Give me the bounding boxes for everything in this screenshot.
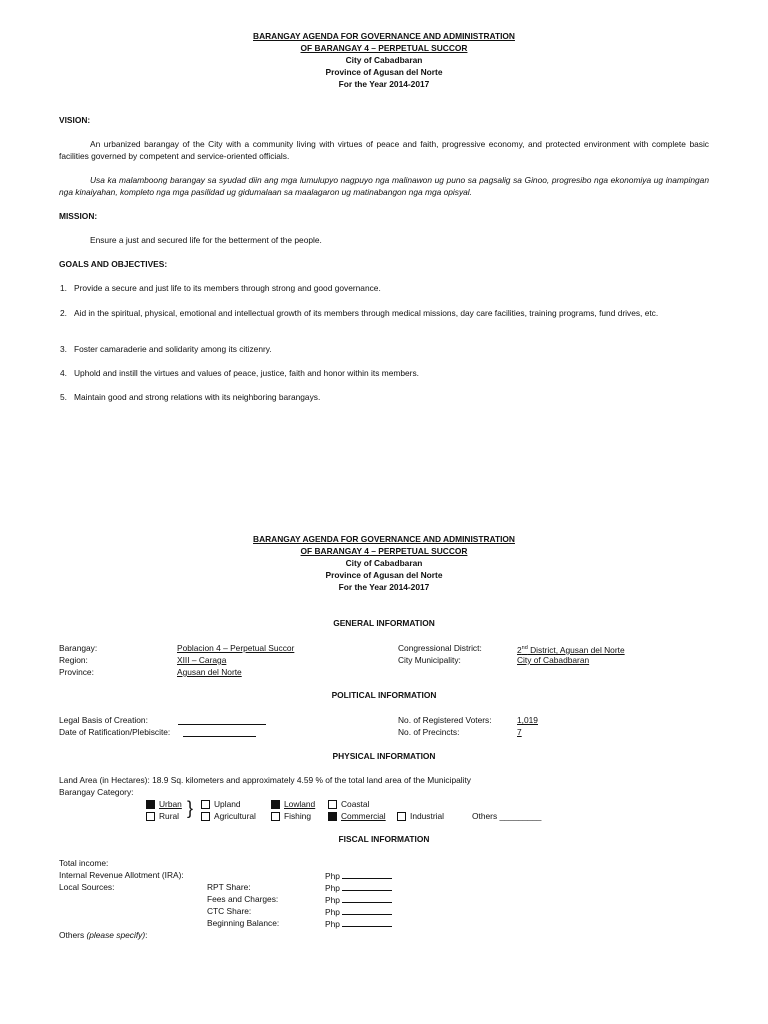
others-specify-suffix: : [145, 930, 148, 940]
category-fishing [271, 810, 311, 822]
goal-text: Maintain good and strong relations with its neighboring barangays. [74, 392, 321, 402]
district-name: District, Agusan del Norte [527, 644, 625, 655]
political-info-title: POLITICAL INFORMATION [331, 690, 437, 700]
php-label: Php [325, 919, 340, 929]
lowland-label: Lowland [284, 799, 316, 809]
header-title-line-2: OF BARANGAY 4 – PERPETUAL SUCCOR [300, 546, 468, 556]
category-industrial [397, 810, 444, 822]
goals-label: GOALS AND OBJECTIVES: [59, 259, 168, 269]
district-ordinal: nd [521, 645, 528, 651]
category-lowland [271, 798, 315, 810]
goal-number: 3. [60, 344, 67, 354]
category-urban [146, 798, 182, 810]
header-city: City of Cabadbaran [345, 55, 423, 65]
others-specify [59, 929, 147, 941]
goal-item [60, 391, 714, 403]
category-others [472, 810, 541, 822]
coastal-checkbox[interactable] [328, 800, 337, 809]
precincts-value: 7 [517, 727, 522, 737]
fishing-label: Fishing [284, 811, 311, 821]
urban-label: Urban [159, 799, 182, 809]
voters-label: No. of Registered Voters: [398, 715, 492, 725]
rpt-label: RPT Share: [207, 882, 251, 892]
vision-local: Usa ka malamboong barangay sa syudad diin ang mga lumulupyo nagpuyo nga malinawon ug puno sa pagsalig sa Ginoo, progresibo nga ekonomiya ug inampingan nga kinaiyahan, kompleto nga mga pasilidad ug gidumalaan sa maalagaron ug matinabangon nga mga opisyal. [59, 175, 709, 197]
province-value: Agusan del Norte [177, 667, 242, 677]
region-value: XIII – Caraga [177, 655, 227, 665]
legal-basis-label: Legal Basis of Creation: [59, 715, 148, 725]
legal-basis-blank [178, 715, 266, 725]
ratification-label: Date of Ratification/Plebiscite: [59, 727, 171, 737]
goal-item [60, 282, 714, 294]
commercial-checkbox[interactable] [328, 812, 337, 821]
goal-number: 1. [60, 283, 67, 293]
goal-item [60, 307, 710, 319]
amount-blank [342, 881, 392, 891]
rural-checkbox[interactable] [146, 812, 155, 821]
fees-label: Fees and Charges: [207, 894, 279, 904]
goal-text: Provide a secure and just life to its members through strong and good governance. [74, 283, 381, 293]
mission-text: Ensure a just and secured life for the betterment of the people. [90, 235, 322, 245]
brace-icon: } [187, 798, 194, 818]
document-header [0, 533, 768, 593]
voters-value: 1,019 [517, 715, 538, 725]
region-label: Region: [59, 655, 88, 665]
goal-item [60, 367, 714, 379]
industrial-label: Industrial [410, 811, 444, 821]
fiscal-info-title: FISCAL INFORMATION [338, 834, 430, 844]
district-number: 2 [517, 644, 522, 655]
lowland-checkbox[interactable] [271, 800, 280, 809]
goal-item [60, 343, 714, 355]
php-label: Php [325, 883, 340, 893]
ratification-blank [183, 727, 256, 737]
province-label: Province: [59, 667, 94, 677]
header-year: For the Year 2014-2017 [338, 79, 430, 89]
category-label: Barangay Category: [59, 787, 134, 797]
total-income-label: Total income: [59, 858, 109, 868]
header-title-line-1: BARANGAY AGENDA FOR GOVERNANCE AND ADMINISTRATION [253, 534, 515, 544]
others-label: Others [472, 811, 498, 821]
ctc-label: CTC Share: [207, 906, 252, 916]
amount-blank [342, 917, 392, 927]
category-agricultural [201, 810, 256, 822]
header-province: Province of Agusan del Norte [325, 67, 443, 77]
upland-label: Upland [214, 799, 241, 809]
php-label: Php [325, 871, 340, 881]
goal-text: Uphold and instill the virtues and values of peace, justice, faith and honor within its members. [74, 368, 419, 378]
agricultural-checkbox[interactable] [201, 812, 210, 821]
goal-number: 2. [60, 308, 67, 318]
others-specify-hint: (please specify) [86, 930, 146, 940]
city-value: City of Cabadbaran [517, 655, 590, 665]
goal-number: 5. [60, 392, 67, 402]
php-label: Php [325, 907, 340, 917]
goal-number: 4. [60, 368, 67, 378]
agricultural-label: Agricultural [214, 811, 256, 821]
others-specify-prefix: Others [59, 930, 87, 940]
header-title-line-1: BARANGAY AGENDA FOR GOVERNANCE AND ADMINISTRATION [253, 31, 515, 41]
header-province: Province of Agusan del Norte [325, 570, 443, 580]
ira-label: Internal Revenue Allotment (IRA): [59, 870, 184, 880]
category-upland [201, 798, 241, 810]
land-area-text: Land Area (in Hectares): 18.9 Sq. kilometers and approximately 4.59 % of the total land area of the Municipality [59, 775, 471, 785]
upland-checkbox[interactable] [201, 800, 210, 809]
others-blank: _________ [499, 811, 542, 821]
amount-blank [342, 905, 392, 915]
industrial-checkbox[interactable] [397, 812, 406, 821]
vision-label: VISION: [59, 115, 91, 125]
city-label: City Municipality: [398, 655, 461, 665]
goal-text: Foster camaraderie and solidarity among its citizenry. [74, 344, 272, 354]
header-year: For the Year 2014-2017 [338, 582, 430, 592]
amount-blank [342, 893, 392, 903]
goal-text: Aid in the spiritual, physical, emotional and intellectual growth of its members through medical missions, day care facilities, training programs, fund drives, etc. [74, 308, 659, 318]
header-title-line-2: OF BARANGAY 4 – PERPETUAL SUCCOR [300, 43, 468, 53]
beginning-amount [325, 917, 392, 930]
local-sources-label: Local Sources: [59, 882, 115, 892]
php-label: Php [325, 895, 340, 905]
beginning-balance-label: Beginning Balance: [207, 918, 280, 928]
district-label: Congressional District: [398, 643, 482, 653]
mission-label: MISSION: [59, 211, 98, 221]
fishing-checkbox[interactable] [271, 812, 280, 821]
vision-english: An urbanized barangay of the City with a community living with virtues of peace and faith, progressive economy, and protected environment with complete basic facilities governed by competent and service-oriented officials. [59, 139, 709, 161]
urban-checkbox[interactable] [146, 800, 155, 809]
category-commercial [328, 810, 386, 822]
precincts-label: No. of Precincts: [398, 727, 460, 737]
header-city: City of Cabadbaran [345, 558, 423, 568]
amount-blank [342, 869, 392, 879]
coastal-label: Coastal [341, 799, 370, 809]
document-header [0, 30, 768, 90]
commercial-label: Commercial [341, 811, 386, 821]
general-info-title: GENERAL INFORMATION [333, 618, 435, 628]
physical-info-title: PHYSICAL INFORMATION [332, 751, 436, 761]
barangay-label: Barangay: [59, 643, 98, 653]
category-rural [146, 810, 179, 822]
rural-label: Rural [159, 811, 180, 821]
barangay-value: Poblacion 4 – Perpetual Succor [177, 643, 295, 653]
category-coastal [328, 798, 369, 810]
